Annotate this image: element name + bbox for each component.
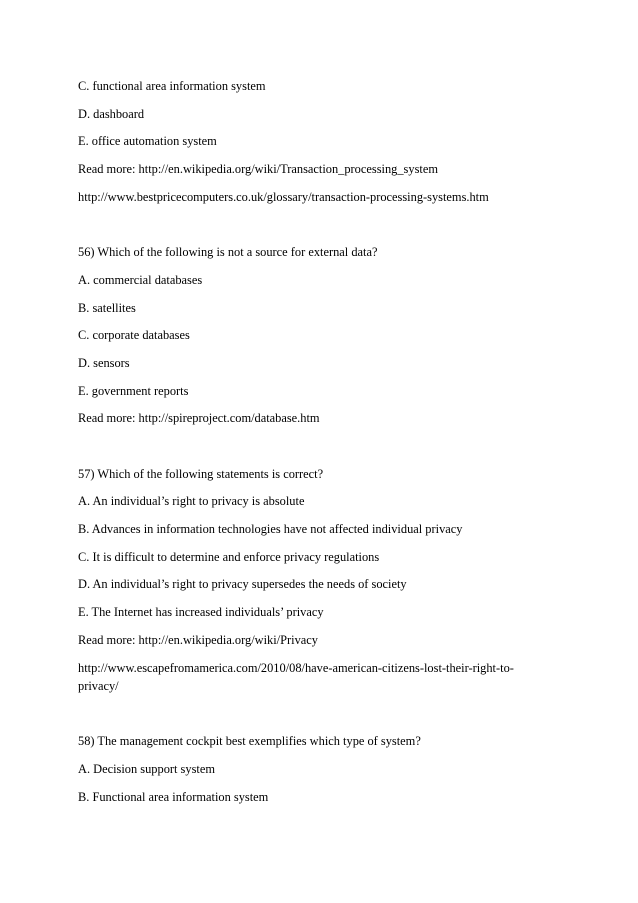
q56-option-b: B. satellites	[78, 301, 136, 315]
q56-option-a: A. commercial databases	[78, 273, 203, 287]
q55-read-more: Read more: http://en.wikipedia.org/wiki/Transaction_processing_system	[78, 162, 438, 176]
q56-question: 56) Which of the following is not a source for external data?	[78, 245, 378, 259]
q58-option-b: B. Functional area information system	[78, 790, 269, 804]
q57-read-more: Read more: http://en.wikipedia.org/wiki/Privacy	[78, 633, 318, 647]
q57-option-b: B. Advances in information technologies have not affected individual privacy	[78, 522, 463, 536]
q57-option-d: D. An individual’s right to privacy supersedes the needs of society	[78, 577, 407, 591]
q57-link-2-line-2: privacy/	[78, 679, 119, 693]
q58-option-a: A. Decision support system	[78, 762, 215, 776]
q56-read-more: Read more: http://spireproject.com/database.htm	[78, 411, 320, 425]
q56-option-d: D. sensors	[78, 356, 130, 370]
q57-option-c: C. It is difficult to determine and enforce privacy regulations	[78, 550, 380, 564]
q58-question: 58) The management cockpit best exemplifies which type of system?	[78, 734, 421, 748]
q56-option-e: E. government reports	[78, 384, 189, 398]
q57-question: 57) Which of the following statements is correct?	[78, 467, 324, 481]
q55-option-c: C. functional area information system	[78, 79, 266, 93]
q55-option-d: D. dashboard	[78, 107, 145, 121]
q55-link-2: http://www.bestpricecomputers.co.uk/glossary/transaction-processing-systems.htm	[78, 190, 489, 204]
q56-option-c: C. corporate databases	[78, 328, 190, 342]
q57-option-a: A. An individual’s right to privacy is absolute	[78, 494, 305, 508]
q57-link-2-line-1: http://www.escapefromamerica.com/2010/08/have-american-citizens-lost-their-right-to-	[78, 661, 514, 675]
q55-option-e: E. office automation system	[78, 134, 217, 148]
q57-option-e: E. The Internet has increased individuals’ privacy	[78, 605, 324, 619]
